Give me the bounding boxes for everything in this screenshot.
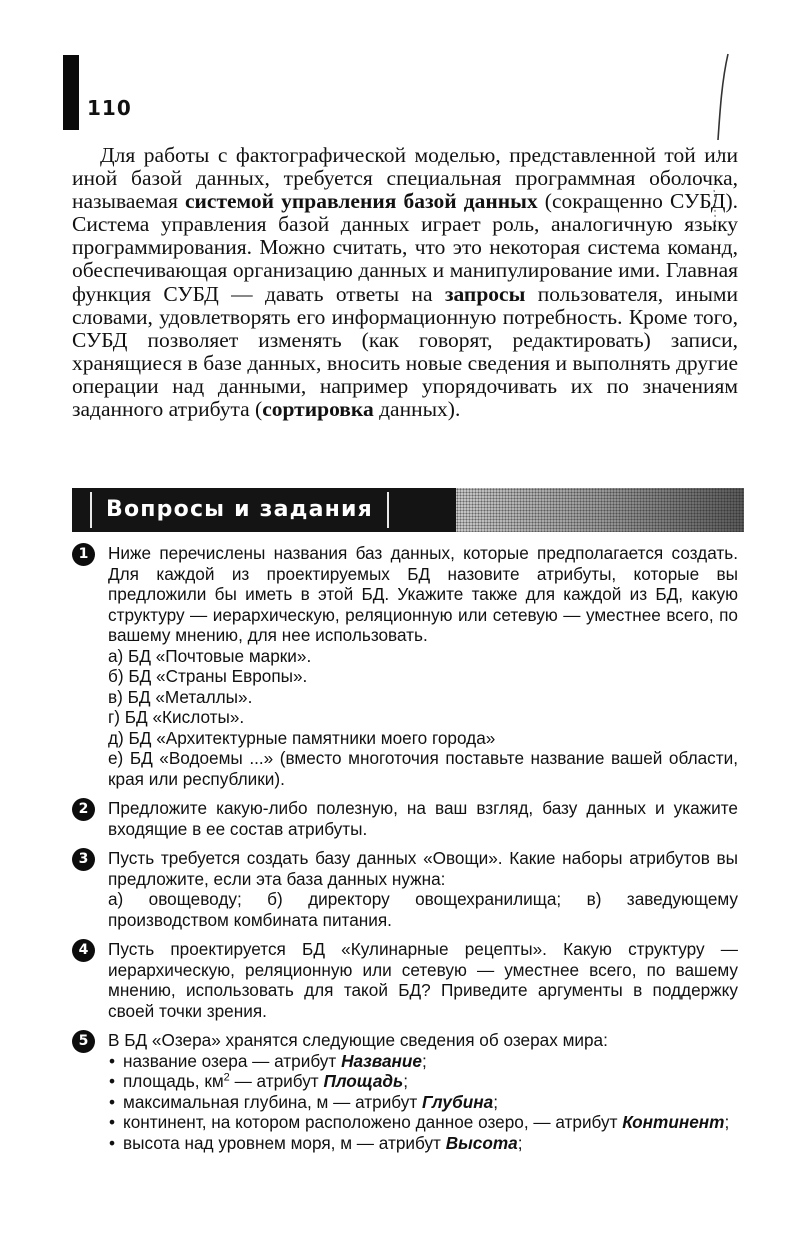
- task-subitem: г) БД «Кислоты».: [108, 707, 245, 727]
- attribute-name: Название: [341, 1050, 422, 1071]
- bullet-text: континент, на котором расположено данное озеро, — атрибут: [123, 1112, 623, 1132]
- body-text-run: Для работы с фактографической моделью, представленной той или иной базой данных, требуется специальная программная оболочка, называемая: [72, 143, 738, 214]
- lake-attribute-item: [108, 1112, 738, 1133]
- attribute-name: Глубина: [422, 1091, 494, 1112]
- term-sorting: сортировка: [262, 397, 374, 422]
- section-title: Вопросы и задания: [90, 492, 389, 528]
- bullet-text: высота над уровнем моря, м — атрибут: [123, 1132, 446, 1153]
- unit-superscript: 2: [223, 1071, 230, 1084]
- bullet-end: ;: [421, 1050, 427, 1071]
- task-text: Предложите какую-либо полезную, на ваш взгляд, базу данных и укажите входящие в ее состав атрибуты.: [108, 798, 738, 839]
- task-subitem: в) БД «Металлы».: [108, 686, 253, 707]
- task-subitem: е) БД «Водоемы ...» (вместо многоточия поставьте название вашей области, края или республики).: [108, 748, 738, 789]
- task-4: [72, 939, 738, 1021]
- term-dbms: системой управления базой данных: [184, 189, 538, 214]
- task-text: Пусть требуется создать базу данных «Овощи». Какие наборы атрибутов вы предложите, если эта база данных нужна:: [108, 848, 738, 889]
- bullet-end: ;: [493, 1091, 499, 1112]
- body-text-run: пользователя, иными словами, удовлетворять его информационную потребность. Кроме того, СУБД позволяет изменять (как говорят, редактировать) записи, хранящиеся в базе данных, вносить новые сведения и выполнять другие операции над данными, например упорядочивать их по значениям заданного атрибута (: [72, 281, 739, 422]
- lake-attribute-item: [108, 1071, 738, 1092]
- task-list: [72, 543, 738, 1162]
- body-paragraph: [72, 144, 738, 421]
- bullet-text: площадь, км: [123, 1071, 224, 1091]
- task-text: В БД «Озера» хранятся следующие сведения об озерах мира:: [108, 1030, 608, 1050]
- task-number-badge: 5: [72, 1030, 95, 1053]
- page-marker-bar: [63, 55, 79, 130]
- attribute-name: Площадь: [323, 1071, 404, 1091]
- task-subitem: б) БД «Страны Европы».: [108, 666, 308, 686]
- task-subitem: д) БД «Архитектурные памятники моего города»: [108, 727, 496, 748]
- banner-halftone-dots: [456, 488, 744, 532]
- task-number-badge: 3: [72, 848, 95, 871]
- attribute-name: Континент: [622, 1112, 725, 1132]
- lake-attribute-item: [108, 1133, 738, 1154]
- attribute-name: Высота: [445, 1132, 518, 1153]
- page-number: 110: [87, 96, 132, 120]
- task-3: [72, 848, 738, 930]
- bullet-text: — атрибут: [229, 1071, 324, 1091]
- bullet-end: ;: [403, 1071, 409, 1091]
- task-text: Ниже перечислены названия баз данных, которые предполагается создать. Для каждой из проектируемых БД назовите атрибуты, которые вы предложили бы иметь в этой БД. Укажите также для каждой из БД, какую структуру — иерархическую, реляционную или сетевую — уместнее всего, по вашему мнению, для нее использовать.: [108, 543, 738, 645]
- task-text: Пусть проектируется БД «Кулинарные рецепты». Какую структуру — иерархическую, реляционную или сетевую — уместнее всего, по вашему мнению, использовать для такой БД? Приведите аргументы в поддержку своей точки зрения.: [108, 939, 738, 1021]
- task-5: [72, 1030, 738, 1153]
- task-number-badge: 4: [72, 939, 95, 962]
- body-text-run: данных).: [373, 397, 461, 422]
- task-number-badge: 1: [72, 543, 95, 566]
- body-text-run: (сокращенно СУБД). Система управления базой данных играет роль, аналогичную языку программирования. Можно считать, что это некоторая система команд, обеспечивающая организацию данных и манипулирование ими. Главная функция СУБД — давать ответы на: [72, 189, 738, 306]
- bullet-text: название озера — атрибут: [123, 1050, 342, 1071]
- section-banner: [72, 488, 744, 532]
- bullet-text: максимальная глубина, м — атрибут: [123, 1091, 423, 1112]
- term-queries: запросы: [444, 281, 526, 306]
- task-1: [72, 543, 738, 789]
- lake-attribute-item: [108, 1051, 738, 1072]
- bullet-end: ;: [724, 1112, 730, 1132]
- task-subitem: а) БД «Почтовые марки».: [108, 645, 312, 666]
- task-detail: а) овощеводу; б) директору овощехранилища; в) заведующему производством комбината питания.: [108, 889, 738, 930]
- task-2: [72, 798, 738, 839]
- bullet-end: ;: [517, 1132, 523, 1153]
- lake-attribute-item: [108, 1092, 738, 1113]
- task-number-badge: 2: [72, 798, 95, 821]
